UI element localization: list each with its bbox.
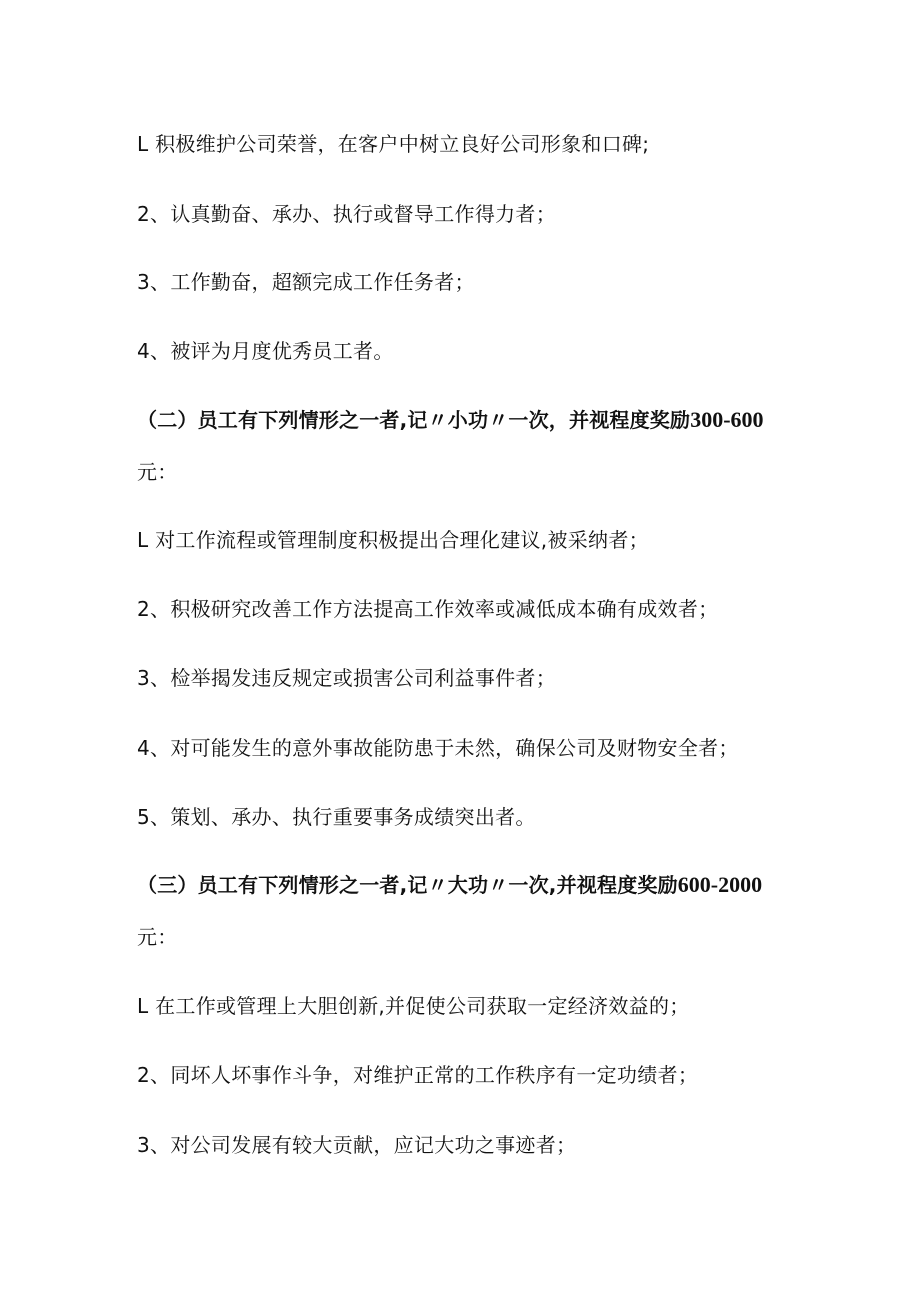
list-item: 3、工作勤奋，超额完成工作任务者； (137, 270, 475, 294)
section-heading (137, 871, 762, 899)
section-heading-text: （二）员工有下列情形之一者,记〃小功〃一次，并视程度奖励 (137, 408, 691, 432)
section-heading-continuation: 元： (137, 925, 178, 949)
list-item: L 在工作或管理上大胆创新,并促使公司获取一定经济效益的； (137, 994, 690, 1018)
list-item: 5、策划、承办、执行重要事务成绩突出者。 (137, 805, 536, 829)
list-item: 4、被评为月度优秀员工者。 (137, 339, 394, 363)
section-heading (137, 406, 764, 434)
list-item: L 对工作流程或管理制度积极提出合理化建议,被采纳者； (137, 528, 649, 552)
section-heading-continuation: 元： (137, 460, 178, 484)
list-item: 2、认真勤奋、承办、执行或督导工作得力者； (137, 202, 557, 226)
list-item: 4、对可能发生的意外事故能防患于未然，确保公司及财物安全者； (137, 736, 739, 760)
list-item: 3、对公司发展有较大贡献，应记大功之事迹者； (137, 1133, 577, 1157)
list-item: L 积极维护公司荣誉，在客户中树立良好公司形象和口碑; (137, 132, 650, 156)
section-heading-text: （三）员工有下列情形之一者,记〃大功〃一次,并视程度奖励 (137, 873, 678, 897)
section-heading-amount: 300-600 (690, 407, 764, 432)
list-item: 3、检举揭发违反规定或损害公司利益事件者； (137, 666, 557, 690)
list-item: 2、同坏人坏事作斗争，对维护正常的工作秩序有一定功绩者； (137, 1063, 699, 1087)
list-item: 2、积极研究改善工作方法提高工作效率或减低成本确有成效者； (137, 597, 719, 621)
section-heading-amount: 600-2000 (677, 872, 763, 897)
